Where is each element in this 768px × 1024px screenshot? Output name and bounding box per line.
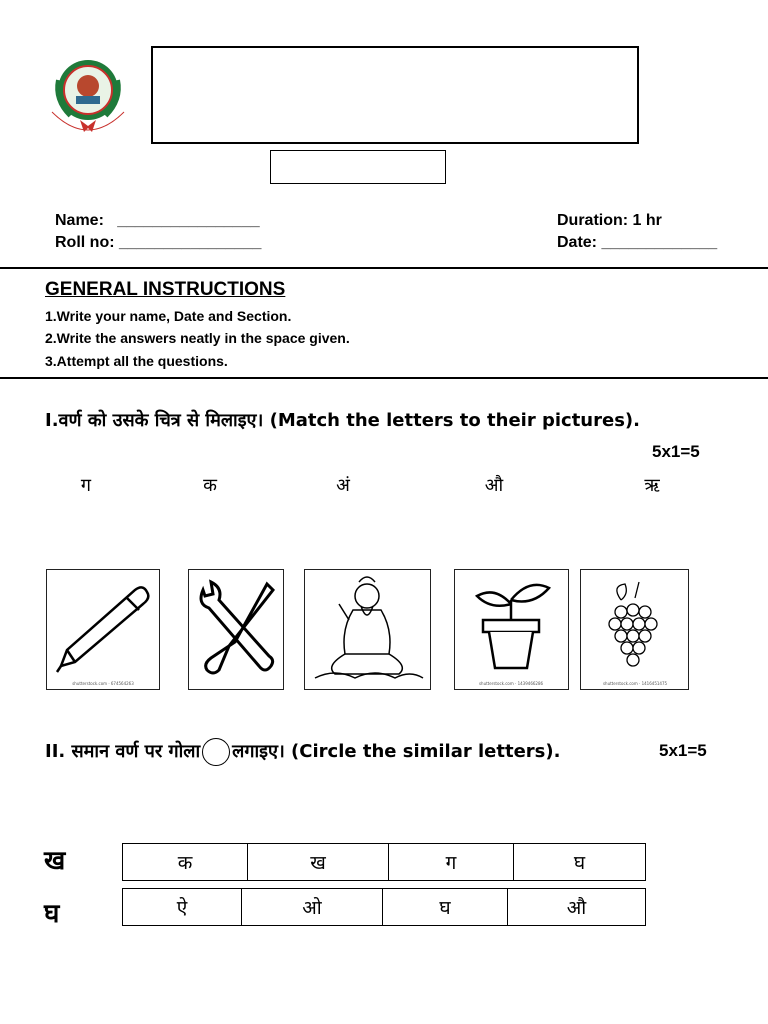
circle-icon [202, 738, 230, 766]
pen-icon [46, 569, 160, 690]
q1-letter: ग [80, 475, 92, 496]
grapes-icon [580, 569, 689, 690]
q2-row-1 [122, 843, 646, 881]
name-label: Name: [55, 212, 104, 229]
divider-top [0, 267, 768, 269]
option-cell[interactable]: घ [383, 889, 508, 926]
divider-bottom [0, 377, 768, 379]
option-cell[interactable]: क [123, 844, 248, 881]
option-cell[interactable]: ग [389, 844, 514, 881]
pen-caption: shutterstock.com · 674564263 [72, 681, 134, 686]
option-cell[interactable]: घ [514, 844, 646, 881]
instructions-heading: GENERAL INSTRUCTIONS [45, 279, 286, 300]
option-cell[interactable]: ऐ [123, 889, 242, 926]
q1-title: I.वर्ण को उसके चित्र से मिलाइए। (Match the letters to their pictures). [45, 410, 640, 431]
instruction-item: 3.Attempt all the questions. [45, 353, 228, 369]
grapes-caption: shutterstock.com · 1416451475 [602, 681, 668, 686]
school-logo [44, 52, 132, 144]
q2-row-label: ख [44, 846, 66, 876]
duration-text: Duration: 1 hr [557, 212, 662, 229]
plant-caption: shutterstock.com · 1439466286 [478, 681, 544, 686]
tools-icon [188, 569, 284, 690]
q1-marks: 5x1=5 [652, 442, 700, 461]
date-line [557, 234, 717, 252]
q1-letter: औ [484, 475, 504, 496]
instruction-item: 1.Write your name, Date and Section. [45, 308, 292, 324]
q2-row-label: घ [44, 899, 60, 929]
option-cell[interactable]: ख [248, 844, 389, 881]
roll-line [55, 234, 261, 252]
name-blank[interactable]: ________________ [117, 212, 260, 229]
option-cell[interactable]: ओ [242, 889, 383, 926]
plant-pot-icon [454, 569, 569, 690]
instruction-item: 2.Write the answers neatly in the space given. [45, 330, 350, 346]
q2-row-2 [122, 888, 646, 926]
q2-title-a: II. समान वर्ण पर गोला [45, 741, 201, 762]
option-cell[interactable]: औ [508, 889, 646, 926]
roll-label: Roll no: [55, 234, 115, 251]
exam-title-box [151, 46, 639, 144]
q2-title [45, 738, 560, 766]
q1-letter: अं [336, 475, 350, 496]
q1-letter: क [203, 475, 217, 496]
name-line [55, 212, 260, 230]
date-label: Date: [557, 234, 598, 251]
class-box [270, 150, 446, 184]
date-blank[interactable]: _____________ [601, 234, 718, 251]
q1-letter: ऋ [644, 475, 660, 496]
q2-title-b: लगाइए। (Circle the similar letters). [232, 741, 561, 762]
q2-marks: 5x1=5 [659, 741, 707, 760]
sage-icon [304, 569, 431, 690]
roll-blank[interactable]: ________________ [119, 234, 262, 251]
